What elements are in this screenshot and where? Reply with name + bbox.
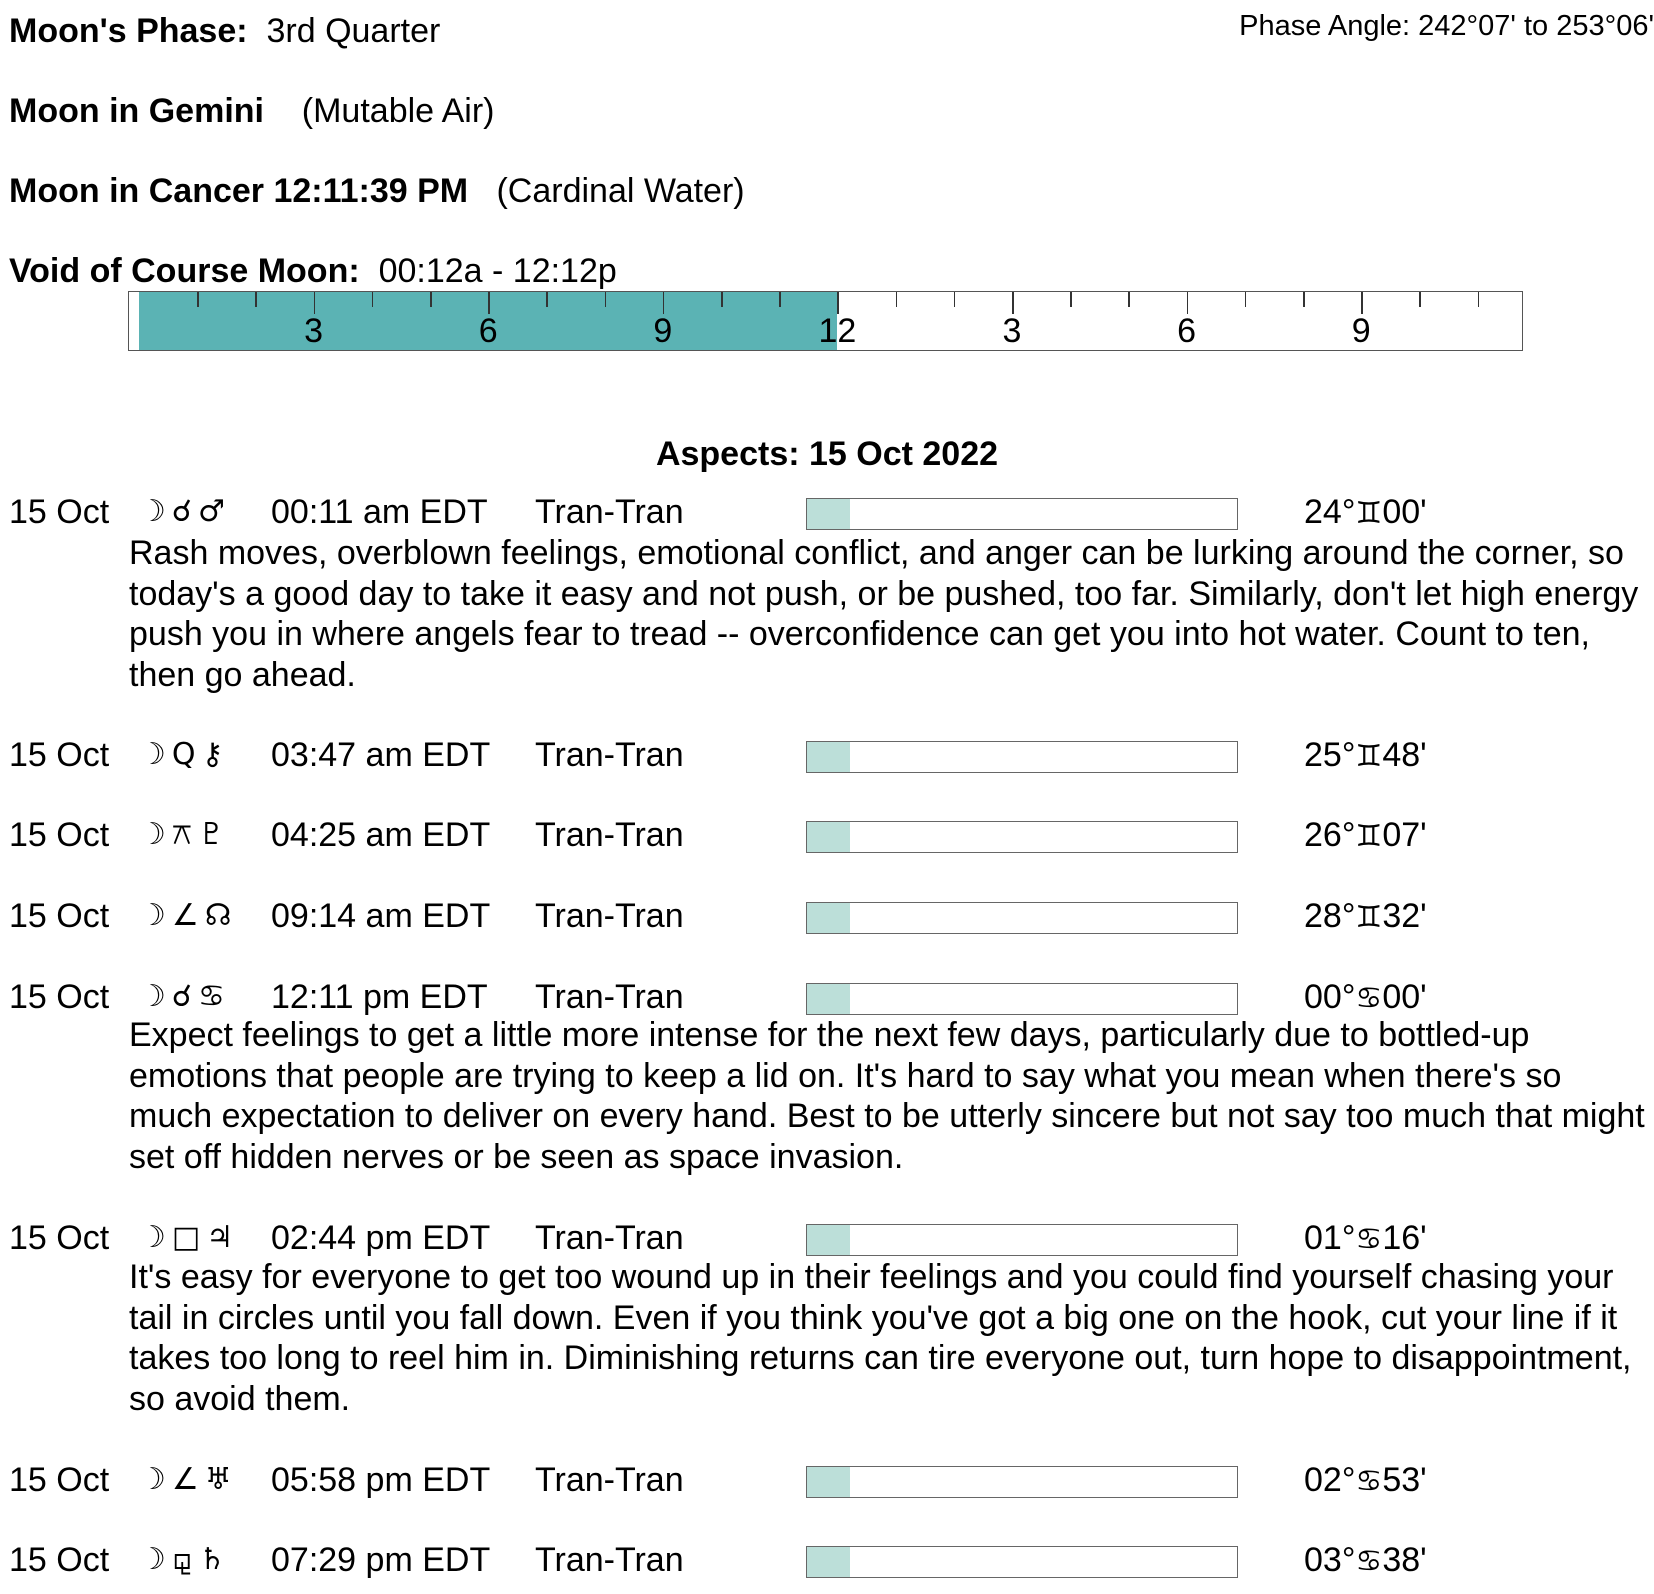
- moon-sign-line-1: [9, 91, 495, 131]
- aspect-glyphs: ☽∠♅: [139, 1462, 238, 1497]
- aspect-time: 12:11 pm EDT: [271, 978, 488, 1016]
- aspect-position-degrees: 24°: [1304, 493, 1356, 531]
- aspect-date: 15 Oct: [9, 978, 110, 1016]
- timeline-tick: [197, 292, 199, 307]
- aspect-row: [9, 815, 1649, 855]
- aspects-title: Aspects: 15 Oct 2022: [655, 435, 999, 473]
- aspect-position: [1304, 815, 1427, 857]
- aspect-description: It's easy for everyone to get too wound up in their feelings and you could find yourself chasing your tail in circles until you fall down. Even if you think you've got a big one on the hook, cut your line if it takes too long to reel him in. Diminishing returns can tire everyone out, turn hope to disappointment, so avoid them.: [129, 1258, 1632, 1418]
- timeline-tick: [779, 292, 781, 307]
- aspect-strength-bar: [806, 1224, 1238, 1256]
- aspect-kind: Tran-Tran: [535, 1461, 684, 1499]
- aspect-strength-bar: [806, 1466, 1238, 1498]
- aspect-strength-bar: [806, 498, 1238, 530]
- aspect-strength-fill: [807, 1467, 850, 1497]
- aspect-position-minutes: 00': [1382, 978, 1427, 1016]
- timeline-hour-label: 9: [653, 312, 673, 350]
- aspect-position: [1304, 977, 1427, 1019]
- aspect-description: Expect feelings to get a little more intense for the next few days, particularly due to bottled-up emotions that people are trying to keep a lid on. It's hard to say what you mean when there's so much expectation to deliver on every hand. Best to be utterly sincere but not say too much that might set off hidden nerves or be seen as space invasion.: [129, 1016, 1645, 1176]
- aspect-kind: Tran-Tran: [535, 736, 684, 774]
- moon-phase-label: Moon's Phase:: [9, 12, 248, 50]
- timeline-tick: [430, 292, 432, 307]
- moon-phase-value: 3rd Quarter: [266, 12, 441, 50]
- timeline-tick: [1070, 292, 1072, 307]
- aspect-row: [9, 977, 1649, 1017]
- timeline-hour-label: 6: [1177, 312, 1197, 350]
- aspect-position: [1304, 1218, 1427, 1260]
- aspect-position-degrees: 00°: [1304, 978, 1356, 1016]
- void-of-course-line: [9, 251, 617, 291]
- moon-sign-2-label: Moon in Cancer 12:11:39 PM: [9, 172, 469, 210]
- aspect-row: [9, 492, 1649, 532]
- aspect-position: [1304, 1540, 1427, 1582]
- zodiac-sign-icon: ♊: [1355, 496, 1383, 531]
- voc-value: 00:12a - 12:12p: [378, 252, 617, 290]
- aspect-strength-fill: [807, 742, 850, 772]
- aspect-position-degrees: 28°: [1304, 897, 1356, 935]
- aspect-strength-bar: [806, 902, 1238, 934]
- timeline-tick: [1303, 292, 1305, 307]
- timeline-tick: [1012, 292, 1014, 314]
- aspect-date: 15 Oct: [9, 1541, 110, 1579]
- timeline-hour-label: 6: [478, 312, 498, 350]
- aspect-date: 15 Oct: [9, 897, 110, 935]
- aspect-glyphs: ☽⚻♇: [139, 817, 231, 852]
- aspect-strength-fill: [807, 499, 850, 529]
- timeline-tick: [1245, 292, 1247, 307]
- zodiac-sign-icon: ♋: [1355, 1544, 1383, 1579]
- timeline-hour-label: 3: [1002, 312, 1022, 350]
- aspect-kind: Tran-Tran: [535, 1541, 684, 1579]
- aspect-strength-fill: [807, 822, 850, 852]
- timeline-hour-label: 12: [818, 312, 857, 350]
- aspect-kind: Tran-Tran: [535, 978, 684, 1016]
- moon-sign-2-quality: (Cardinal Water): [496, 172, 745, 210]
- zodiac-sign-icon: ♊: [1355, 819, 1383, 854]
- aspect-date: 15 Oct: [9, 1461, 110, 1499]
- timeline-tick: [1419, 292, 1421, 307]
- zodiac-sign-icon: ♋: [1355, 981, 1383, 1016]
- voc-label: Void of Course Moon:: [9, 252, 360, 290]
- aspect-glyphs: ☽☌♋: [139, 979, 231, 1014]
- zodiac-sign-icon: ♊: [1355, 739, 1383, 774]
- aspect-position-degrees: 03°: [1304, 1541, 1356, 1579]
- aspect-position: [1304, 1460, 1427, 1502]
- aspect-kind: Tran-Tran: [535, 493, 684, 531]
- aspect-strength-bar: [806, 983, 1238, 1015]
- aspect-strength-fill: [807, 903, 850, 933]
- aspect-date: 15 Oct: [9, 1219, 110, 1257]
- aspect-glyphs: ☽□♃: [139, 1220, 240, 1255]
- timeline-tick: [1128, 292, 1130, 307]
- aspect-date: 15 Oct: [9, 736, 110, 774]
- aspect-position-minutes: 38': [1382, 1541, 1427, 1579]
- timeline-tick: [1187, 292, 1189, 314]
- aspect-row: [9, 1218, 1649, 1258]
- moon-sign-line-2: [9, 171, 745, 211]
- aspect-description: Rash moves, overblown feelings, emotional conflict, and anger can be lurking around the corner, so today's a good day to take it easy and not push, or be pushed, too far. Similarly, don't let high energy push you in where angels fear to tread -- overconfidence can get you into hot water. Count to ten, then go ahead.: [129, 534, 1639, 694]
- aspect-row: [9, 1460, 1649, 1500]
- moon-sign-1-quality: (Mutable Air): [301, 92, 495, 130]
- timeline-tick: [896, 292, 898, 307]
- aspect-position-degrees: 01°: [1304, 1219, 1356, 1257]
- aspect-kind: Tran-Tran: [535, 1219, 684, 1257]
- aspect-strength-bar: [806, 741, 1238, 773]
- timeline-tick: [721, 292, 723, 307]
- phase-angle: Phase Angle: 242°07' to 253°06': [1239, 10, 1654, 42]
- aspect-time: 07:29 pm EDT: [271, 1541, 491, 1579]
- aspect-position-degrees: 25°: [1304, 736, 1356, 774]
- aspect-row: [9, 735, 1649, 775]
- aspect-position: [1304, 492, 1427, 534]
- timeline-tick: [546, 292, 548, 307]
- aspect-position-minutes: 32': [1382, 897, 1427, 935]
- aspect-glyphs: ☽Q⚷: [139, 737, 230, 772]
- aspect-position-minutes: 53': [1382, 1461, 1427, 1499]
- aspect-position-degrees: 26°: [1304, 816, 1356, 854]
- timeline-tick: [255, 292, 257, 307]
- aspect-date: 15 Oct: [9, 816, 110, 854]
- aspect-position-degrees: 02°: [1304, 1461, 1356, 1499]
- aspect-strength-bar: [806, 821, 1238, 853]
- aspect-glyphs: ☽⚼♄: [139, 1542, 232, 1577]
- aspect-kind: Tran-Tran: [535, 816, 684, 854]
- timeline-tick: [1478, 292, 1480, 307]
- aspect-row: [9, 1540, 1649, 1580]
- aspect-time: 00:11 am EDT: [271, 493, 488, 531]
- void-of-course-timeline: [128, 291, 1523, 351]
- timeline-tick: [605, 292, 607, 307]
- aspect-time: 03:47 am EDT: [271, 736, 491, 774]
- aspect-strength-fill: [807, 984, 850, 1014]
- timeline-hour-label: 3: [304, 312, 324, 350]
- aspect-glyphs: ☽∠☊: [139, 898, 238, 933]
- aspect-position: [1304, 735, 1427, 777]
- timeline-tick: [663, 292, 665, 314]
- aspect-kind: Tran-Tran: [535, 897, 684, 935]
- aspect-strength-fill: [807, 1547, 850, 1577]
- aspect-strength-bar: [806, 1546, 1238, 1578]
- timeline-tick: [837, 292, 839, 314]
- zodiac-sign-icon: ♋: [1355, 1222, 1383, 1257]
- zodiac-sign-icon: ♊: [1355, 900, 1383, 935]
- aspect-row: [9, 896, 1649, 936]
- aspect-time: 05:58 pm EDT: [271, 1461, 491, 1499]
- timeline-tick: [1361, 292, 1363, 314]
- zodiac-sign-icon: ♋: [1355, 1464, 1383, 1499]
- moon-phase-line: [9, 11, 440, 51]
- aspect-date: 15 Oct: [9, 493, 110, 531]
- timeline-tick: [488, 292, 490, 314]
- aspect-position-minutes: 00': [1382, 493, 1427, 531]
- aspect-strength-fill: [807, 1225, 850, 1255]
- aspect-position-minutes: 07': [1382, 816, 1427, 854]
- timeline-tick: [954, 292, 956, 307]
- moon-sign-1-label: Moon in Gemini: [9, 92, 264, 130]
- timeline-tick: [372, 292, 374, 307]
- aspect-time: 04:25 am EDT: [271, 816, 491, 854]
- aspect-time: 02:44 pm EDT: [271, 1219, 491, 1257]
- aspect-position-minutes: 48': [1382, 736, 1427, 774]
- aspect-time: 09:14 am EDT: [271, 897, 491, 935]
- aspect-position: [1304, 896, 1427, 938]
- aspect-position-minutes: 16': [1382, 1219, 1427, 1257]
- aspect-glyphs: ☽☌♂: [139, 494, 231, 529]
- timeline-hour-label: 9: [1351, 312, 1371, 350]
- timeline-tick: [314, 292, 316, 314]
